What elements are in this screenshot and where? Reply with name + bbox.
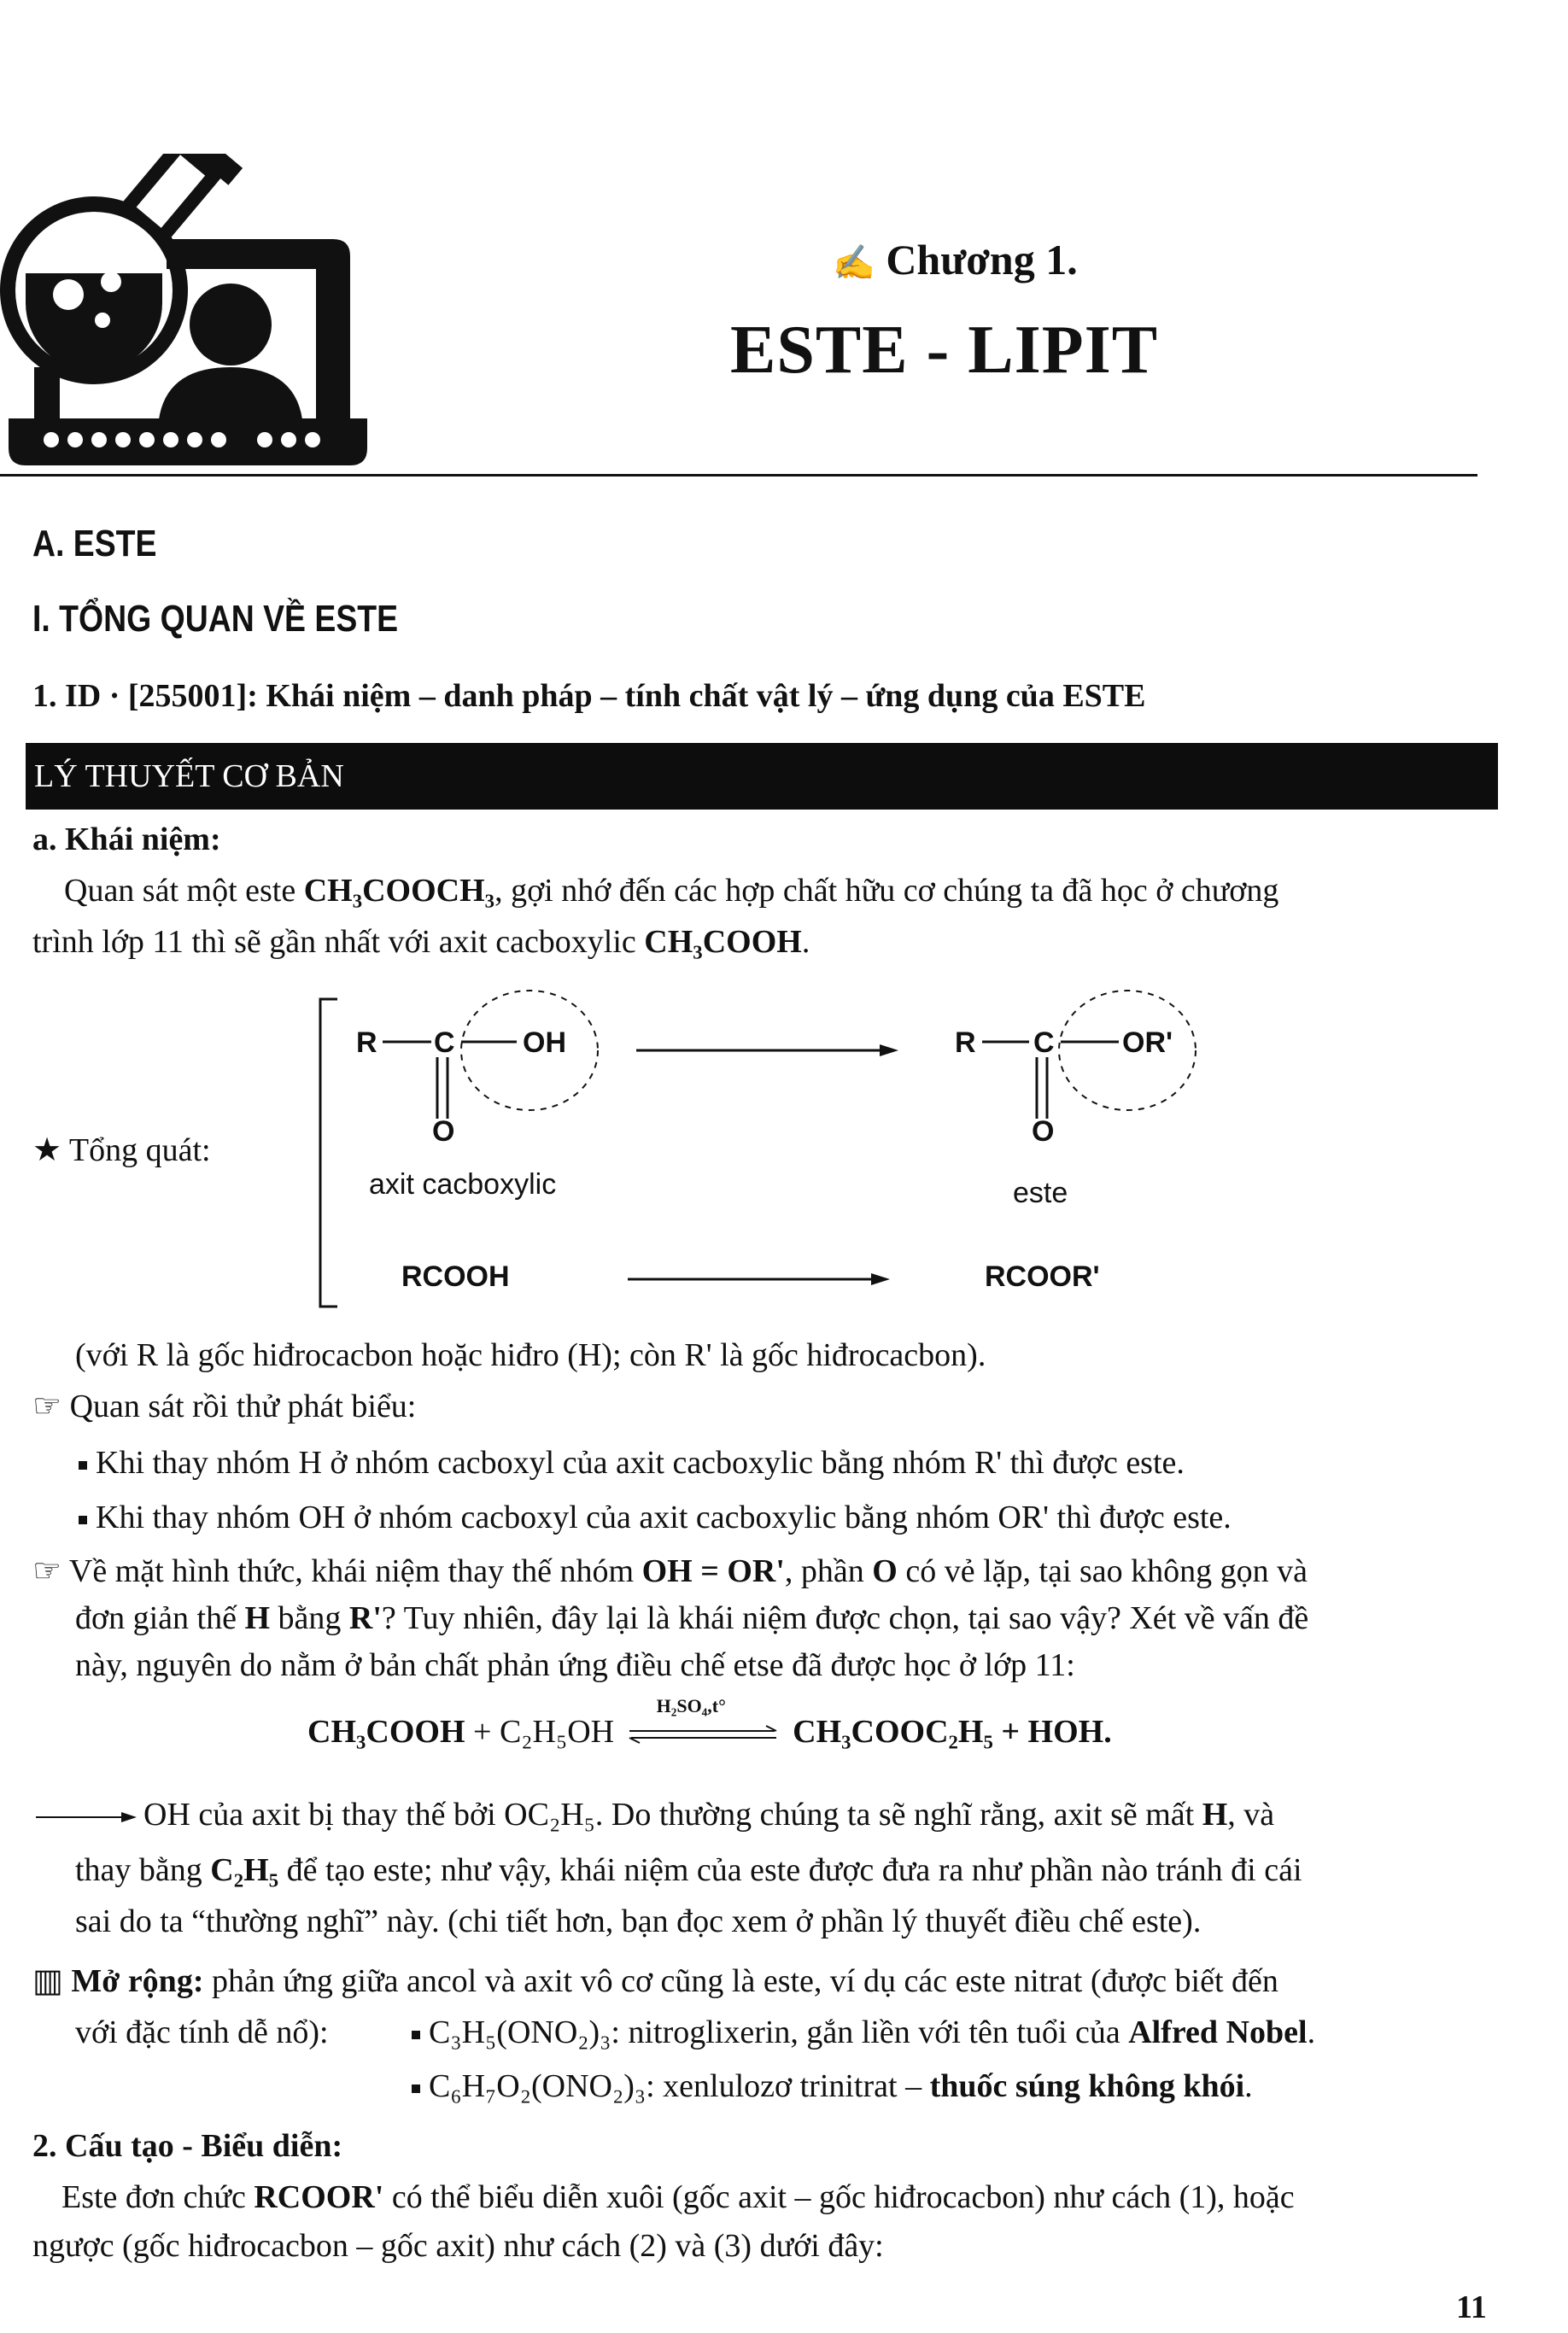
formal-line-2 <box>75 1597 1308 1640</box>
list-item-text: Khi thay nhóm H ở nhóm cacboxyl của axit cacboxylic bằng nhóm R' thì được este. <box>96 1445 1185 1481</box>
intro-line-1 <box>64 869 1278 913</box>
equilibrium-arrow-icon <box>623 1717 785 1751</box>
reactant: CH₃COOH <box>307 1714 465 1750</box>
observe-line <box>32 1385 416 1429</box>
intro-text: Quan sát một este <box>64 873 304 909</box>
header-divider <box>0 474 1477 477</box>
explain-line-3: sai do ta “thường nghĩ” này. (chi tiết hơn, bạn đọc xem ở phần lý thuyết điều chế este). <box>75 1903 1202 1939</box>
paragraph-text: để tạo este; như vậy, khái niệm của este được đưa ra như phần nào tránh đi cái <box>278 1852 1302 1888</box>
list-item <box>412 2011 1315 2055</box>
paragraph-text: có vẻ lặp, tại sao không gọn và <box>897 1553 1308 1589</box>
theory-banner-text: LÝ THUYẾT CƠ BẢN <box>34 758 344 794</box>
bracket <box>320 999 337 1307</box>
explain-line-1 <box>143 1793 1274 1837</box>
acid-oh: OH <box>523 1026 566 1059</box>
intro-text: . <box>801 924 810 960</box>
chapter-label <box>833 235 1078 284</box>
paragraph-text: Về mặt hình thức, khái niệm thay thế nhóm <box>68 1553 642 1589</box>
general-label: ★ Tổng quát: <box>32 1132 211 1168</box>
ester-name: este <box>1013 1177 1068 1209</box>
notebook-icon: ▥ <box>32 1963 63 1999</box>
acid-o: O <box>432 1115 455 1148</box>
emphasis: OH = OR' <box>641 1553 785 1589</box>
intro-line-2 <box>32 921 810 964</box>
paragraph-text: bằng <box>270 1600 349 1636</box>
bullet-icon <box>79 1461 87 1470</box>
observe-text: Quan sát rồi thử phát biểu: <box>69 1389 417 1424</box>
structure-line-2: ngược (gốc hiđrocacbon – gốc axit) như cách (2) và (3) dưới đây: <box>32 2228 884 2264</box>
reactant: + C₂H₅OH <box>465 1714 615 1750</box>
rcoor-label: RCOOR' <box>985 1260 1100 1293</box>
paragraph-text: đơn giản thế <box>75 1600 245 1636</box>
subsection-heading-1: 1. ID · [255001]: Khái niệm – danh pháp – tính chất vật lý – ứng dụng của ESTE <box>32 678 1146 714</box>
ester-o: O <box>1032 1115 1055 1148</box>
note-text: (với R là gốc hiđrocacbon hoặc hiđro (H); còn R' là gốc hiđrocacbon). <box>75 1337 986 1373</box>
arrow-head <box>871 1273 890 1285</box>
emphasis: H <box>244 1600 271 1636</box>
acid-c: C <box>434 1026 455 1059</box>
paragraph-text: ? Tuy nhiên, đây lại là khái niệm được chọn, tại sao vậy? Xét về vấn đề <box>381 1600 1309 1636</box>
formula-methyl-acetate: CH₃COOCH₃ <box>303 873 495 909</box>
chapter-label-text: Chương 1. <box>886 236 1078 284</box>
emphasis: C₂H₅ <box>210 1852 279 1888</box>
emphasis: RCOOR' <box>254 2179 384 2215</box>
page-number: 11 <box>1456 2289 1487 2325</box>
bullet-icon <box>412 2084 420 2093</box>
structure-line-1 <box>61 2176 1295 2219</box>
extension-line-1 <box>32 1960 1278 2003</box>
pointing-hand-icon: ☞ <box>32 1389 62 1424</box>
list-item <box>412 2065 1253 2108</box>
bullet-icon <box>412 2031 420 2039</box>
formula-acetic-acid: CH₃COOH <box>644 924 802 960</box>
chapter-title: ESTE - LIPIT <box>730 313 1159 388</box>
paragraph-text: , và <box>1227 1797 1275 1833</box>
emphasis: thuốc súng không khói <box>929 2068 1245 2104</box>
ester-r: R <box>955 1026 976 1059</box>
list-item-text: . <box>1244 2068 1253 2104</box>
theory-banner <box>26 743 1498 810</box>
emphasis: R' <box>348 1600 382 1636</box>
pointing-hand-icon: ☞ <box>32 1553 62 1589</box>
acid-r: R <box>356 1026 377 1059</box>
paragraph-text: thay bằng <box>75 1852 211 1888</box>
intro-text: , gợi nhớ đến các hợp chất hữu cơ chúng ta đã học ở chương <box>494 873 1279 909</box>
emphasis: O <box>872 1553 898 1589</box>
product: + HOH. <box>992 1714 1112 1750</box>
general-formula-diagram <box>0 982 1568 1324</box>
explain-line-2 <box>75 1849 1302 1892</box>
long-arrow-icon <box>36 1809 138 1826</box>
rcooh-label: RCOOH <box>401 1260 510 1293</box>
paragraph-text: có thể biểu diễn xuôi (gốc axit – gốc hiđrocacbon) như cách (1), hoặc <box>383 2179 1295 2215</box>
ester-c: C <box>1033 1026 1055 1059</box>
subsection-heading-2: 2. Cấu tạo - Biểu diễn: <box>32 2128 343 2164</box>
paragraph-text: Este đơn chức <box>61 2179 255 2215</box>
list-item-text: Khi thay nhóm OH ở nhóm cacboxyl của axit cacboxylic bằng nhóm OR' thì được este. <box>96 1500 1232 1535</box>
emphasis: Alfred Nobel <box>1128 2014 1308 2050</box>
list-item-text: . <box>1307 2014 1316 2050</box>
reaction-condition: H₂SO₄,t° <box>656 1695 726 1717</box>
list-item <box>79 1441 1185 1485</box>
formal-line-1 <box>32 1550 1308 1593</box>
concept-heading: a. Khái niệm: <box>32 822 221 857</box>
arrow-head <box>880 1044 898 1056</box>
paragraph-text: , phần <box>784 1553 873 1589</box>
reaction-equation <box>307 1695 1112 1754</box>
ester-or: OR' <box>1122 1026 1173 1059</box>
bullet-icon <box>79 1516 87 1524</box>
equilibrium-arrow <box>623 1695 785 1751</box>
list-item <box>79 1496 1232 1540</box>
acid-name: axit cacboxylic <box>369 1168 557 1201</box>
section-heading-i: I. TỔNG QUAN VỀ ESTE <box>32 598 399 640</box>
paragraph-text: phản ứng giữa ancol và axit vô cơ cũng là este, ví dụ các este nitrat (được biết đến <box>203 1963 1278 1999</box>
intro-text: trình lớp 11 thì sẽ gần nhất với axit cacboxylic <box>32 924 645 960</box>
chapter-logo-icon <box>0 154 393 478</box>
paragraph-text: OH của axit bị thay thế bởi OC₂H₅. Do thường chúng ta sẽ nghĩ rằng, axit sẽ mất <box>143 1797 1202 1833</box>
formal-line-3: này, nguyên do nằm ở bản chất phản ứng điều chế etse đã được học ở lớp 11: <box>75 1647 1075 1683</box>
pencil-icon: ✍ <box>833 243 875 282</box>
list-item-text: C₆H₇O₂(ONO₂)₃: xenlulozơ trinitrat – <box>429 2068 930 2104</box>
section-heading-a: A. ESTE <box>32 523 157 564</box>
extension-label: Mở rộng: <box>71 1963 204 1999</box>
extension-line-2: với đặc tính dễ nổ): <box>75 2014 329 2050</box>
list-item-text: C₃H₅(ONO₂)₃: nitroglixerin, gắn liền với tên tuổi của <box>429 2014 1129 2050</box>
product: CH₃COOC₂H₅ <box>793 1714 993 1750</box>
emphasis: H <box>1202 1797 1228 1833</box>
